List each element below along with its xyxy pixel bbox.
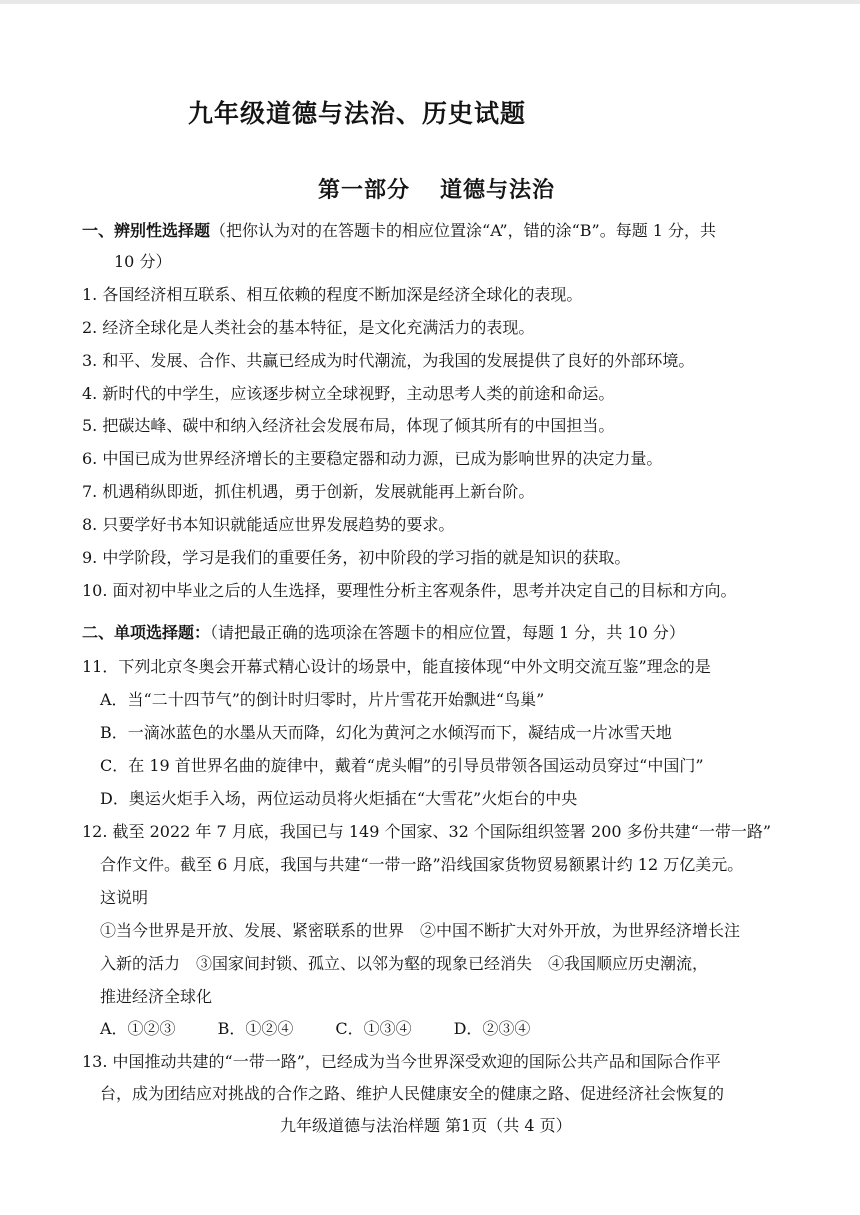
question-12-option-d: D．②③④ — [453, 1019, 531, 1038]
part-heading — [318, 173, 555, 204]
section2-instructions: （请把最正确的选项涂在答题卡的相应位置，每题 1 分，共 10 分） — [210, 623, 685, 642]
part-label: 第一部分 — [318, 177, 411, 203]
judgement-item: 2. 经济全球化是人类社会的基本特征，是文化充满活力的表现。 — [82, 318, 535, 337]
question-13-stem-cont: 台，成为团结应对挑战的合作之路、维护人民健康安全的健康之路、促进经济社会恢复的 — [100, 1084, 725, 1103]
question-12-statements: ①当今世界是开放、发展、紧密联系的世界 ②中国不断扩大对外开放，为世界经济增长注 — [100, 921, 741, 940]
question-13-stem: 13. 中国推动共建的“一带一路”，已经成为当今世界深受欢迎的国际公共产品和国际合作平 — [82, 1052, 721, 1071]
question-12-option-a: A．①②③ — [100, 1019, 176, 1038]
question-11-option-b: B．一滴冰蓝色的水墨从天而降，幻化为黄河之水倾泻而下，凝结成一片冰雪天地 — [100, 723, 672, 742]
question-12-stem: 12. 截至 2022 年 7 月底，我国已与 149 个国家、32 个国际组织签署 200 多份共建“一带一路” — [82, 822, 772, 841]
question-11-option-d: D．奥运火炬手入场，两位运动员将火炬插在“大雪花”火炬台的中央 — [100, 789, 578, 808]
question-12-options — [100, 1018, 530, 1040]
question-12-option-b: B．①②④ — [217, 1019, 294, 1038]
question-12-statements-cont: 入新的活力 ③国家间封锁、孤立、以邻为壑的现象已经消失 ④我国顺应历史潮流， — [100, 954, 709, 973]
question-11-option-c: C．在 19 首世界名曲的旋律中，戴着“虎头帽”的引导员带领各国运动员穿过“中国门” — [100, 756, 704, 775]
question-12-option-c: C．①③④ — [335, 1019, 412, 1038]
exam-title: 九年级道德与法治、历史试题 — [188, 99, 527, 128]
section2-heading: 二、单项选择题： — [82, 623, 211, 642]
section1-heading-line — [82, 220, 716, 242]
page-top-edge — [0, 0, 860, 4]
judgement-item: 5. 把碳达峰、碳中和纳入经济社会发展布局，体现了倾其所有的中国担当。 — [82, 416, 615, 435]
judgement-item: 9. 中学阶段，学习是我们的重要任务，初中阶段的学习指的就是知识的获取。 — [82, 548, 631, 567]
part-subject: 道德与法治 — [440, 177, 556, 203]
judgement-item: 6. 中国已成为世界经济增长的主要稳定器和动力源，已成为影响世界的决定力量。 — [82, 449, 663, 468]
section1-heading: 一、辨别性选择题 — [82, 221, 211, 240]
judgement-item: 10. 面对初中毕业之后的人生选择，要理性分析主客观条件，思考并决定自己的目标和方向。 — [82, 581, 737, 600]
judgement-item: 1. 各国经济相互联系、相互依赖的程度不断加深是经济全球化的表现。 — [82, 285, 583, 304]
question-12-stem-cont: 这说明 — [100, 888, 149, 907]
section1-instructions-cont: 10 分） — [114, 252, 172, 271]
question-12-stem-cont: 合作文件。截至 6 月底，我国与共建“一带一路”沿线国家货物贸易额累计约 12 万亿美元。 — [100, 855, 744, 874]
question-12-statements-cont: 推进经济全球化 — [100, 987, 213, 1006]
question-11-option-a: A．当“二十四节气”的倒计时归零时，片片雪花开始飘进“鸟巢” — [100, 690, 545, 709]
judgement-item: 8. 只要学好书本知识就能适应世界发展趋势的要求。 — [82, 515, 455, 534]
page-footer: 九年级道德与法治样题 第1页（共 4 页） — [280, 1116, 572, 1135]
judgement-item: 7. 机遇稍纵即逝，抓住机遇，勇于创新，发展就能再上新台阶。 — [82, 482, 535, 501]
question-11-stem: 11．下列北京冬奥会开幕式精心设计的场景中，能直接体现“中外文明交流互鉴”理念的是 — [82, 657, 711, 676]
section2-heading-line — [82, 622, 685, 644]
section1-instructions: （把你认为对的在答题卡的相应位置涂“A”，错的涂“B”。每题 1 分，共 — [210, 221, 717, 240]
judgement-item: 4. 新时代的中学生，应该逐步树立全球视野，主动思考人类的前途和命运。 — [82, 384, 615, 403]
judgement-item: 3. 和平、发展、合作、共赢已经成为时代潮流，为我国的发展提供了良好的外部环境。 — [82, 351, 695, 370]
